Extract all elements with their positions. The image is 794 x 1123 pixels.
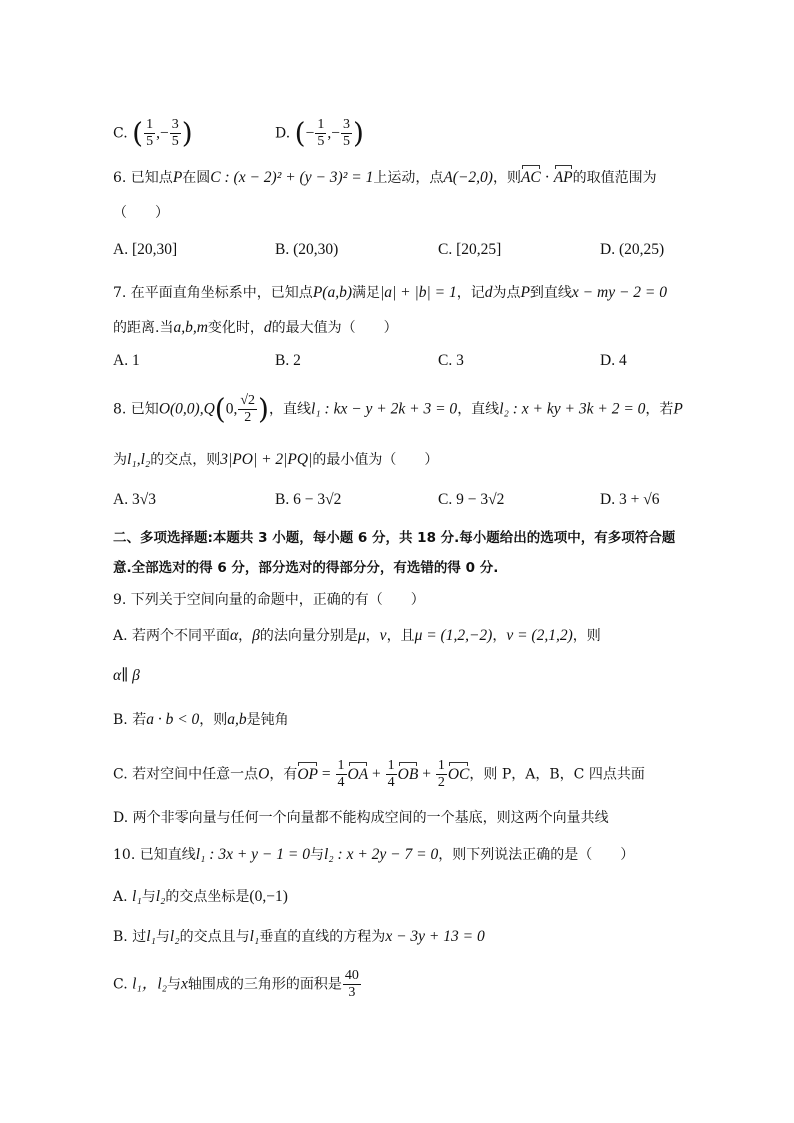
fraction: $\frac{1}{5}$ <box>317 117 325 149</box>
fraction: $\frac{40}{3}$ <box>344 968 359 1000</box>
vector-oc: OC <box>447 765 470 783</box>
section2-heading-line2: 意.全部选对的得 6 分，部分选对的得部分分，有选错的得 0 分. <box>113 560 499 576</box>
q5-option-d <box>275 117 364 150</box>
fraction: $\frac{1}{4}$ <box>337 758 345 790</box>
separator: ,− <box>156 124 169 142</box>
option-label: C. <box>113 125 128 142</box>
q6-option-b: B. (20,30) <box>275 241 339 258</box>
option-label: D. <box>275 125 291 142</box>
q8-option-c: C. 9 − 3√2 <box>438 491 505 508</box>
q10-option-a: A. l₁与l₂的交点坐标是(0,−1) <box>113 888 288 905</box>
q8-option-d: D. 3 + √6 <box>600 491 660 508</box>
q10-option-b: B. 过l₁与l₂的交点且与l₁垂直的直线的方程为x − 3y + 13 = 0 <box>113 928 485 945</box>
q7-stem-line2: 的距离.当a,b,m变化时，d的最大值为（ ） <box>113 319 398 336</box>
q9-option-d: D. 两个非零向量与任何一个向量都不能构成空间的一个基底，则这两个向量共线 <box>113 810 609 826</box>
q7-stem-line1: 7. 在平面直角坐标系中，已知点P(a,b)满足|a| + |b| = 1，记d为点P到直线x − my − 2 = 0 <box>113 284 668 301</box>
fraction: $\frac{1}{5}$ <box>146 117 154 149</box>
section2-heading-line1: 二、多项选择题:本题共 3 小题，每小题 6 分，共 18 分.每小题给出的选项中，有多项符合题 <box>113 530 676 546</box>
paren-right: ) <box>352 116 364 150</box>
fraction: $\frac{√2}{2}$ <box>240 393 256 425</box>
q9-option-a-line2: α∥ β <box>113 667 140 684</box>
q6-option-a: A. [20,30] <box>113 241 178 258</box>
paren-right: ) <box>258 392 269 426</box>
fraction: $\frac{1}{4}$ <box>387 758 395 790</box>
q9-stem: 9. 下列关于空间向量的命题中，正确的有（ ） <box>113 592 425 608</box>
fraction: $\frac{3}{5}$ <box>342 117 350 149</box>
q6-stem: 6. 已知点P在圆C : (x − 2)² + (y − 3)² = 1上运动，点A(−2,0)，则AC · AP的取值范围为 <box>113 169 657 186</box>
q7-option-c: C. 3 <box>438 352 464 369</box>
q6-option-c: C. [20,25] <box>438 241 502 258</box>
q9-option-a: A. 若两个不同平面α，β的法向量分别是μ，ν，且μ = (1,2,−2)，ν = (2,1,2)，则 <box>113 627 601 644</box>
paren-left: ( <box>214 392 226 426</box>
q10-option-c: C. l₁，l₂与x轴围成的三角形的面积是 $\frac{40}{3}$ <box>113 968 359 1000</box>
q7-option-d: D. 4 <box>600 352 627 369</box>
q6-paren: （ ） <box>113 205 169 221</box>
vector-ac: AC <box>520 169 541 186</box>
vector-oa: OA <box>347 765 369 783</box>
paren-left: ( <box>294 116 306 150</box>
fraction: $\frac{3}{5}$ <box>171 117 179 149</box>
q8-stem-line2: 为l₁,l₂的交点，则3|PO| + 2|PQ|的最小值为（ ） <box>113 451 439 468</box>
q6-option-d: D. (20,25) <box>600 241 665 258</box>
q7-option-b: B. 2 <box>275 352 301 369</box>
q9-option-b: B. 若a · b < 0，则a,b是钝角 <box>113 711 289 728</box>
q7-option-a: A. 1 <box>113 352 140 369</box>
fraction: $\frac{1}{2}$ <box>437 758 445 790</box>
paren-left: ( <box>132 116 144 150</box>
minus: − <box>305 124 315 142</box>
vector-op: OP <box>297 765 318 783</box>
vector-ob: OB <box>397 765 419 783</box>
q9-option-c: C. 若对空间中任意一点O，有OP = $\frac{1}{4}$ OA + $\frac{1}{4}$ OB + $\frac{1}{2}$ OC，则 P，A，B，C 四点共面 <box>113 758 645 790</box>
q5-option-c <box>113 117 193 150</box>
separator: ,− <box>327 124 340 142</box>
q8-option-b: B. 6 − 3√2 <box>275 491 342 508</box>
q8-option-a: A. 3√3 <box>113 491 156 508</box>
q8-stem-line1: 8. 已知O(0,0),Q(0, $\frac{√2}{2}$ )，直线l₁ : kx − y + 2k + 3 = 0，直线l₂ : x + ky + 3k + 2 = 0，若P <box>113 392 683 426</box>
vector-ap: AP <box>553 169 573 186</box>
q10-stem: 10. 已知直线l₁ : 3x + y − 1 = 0与l₂ : x + 2y − 7 = 0，则下列说法正确的是（ ） <box>113 846 635 863</box>
paren-right: ) <box>181 116 193 150</box>
